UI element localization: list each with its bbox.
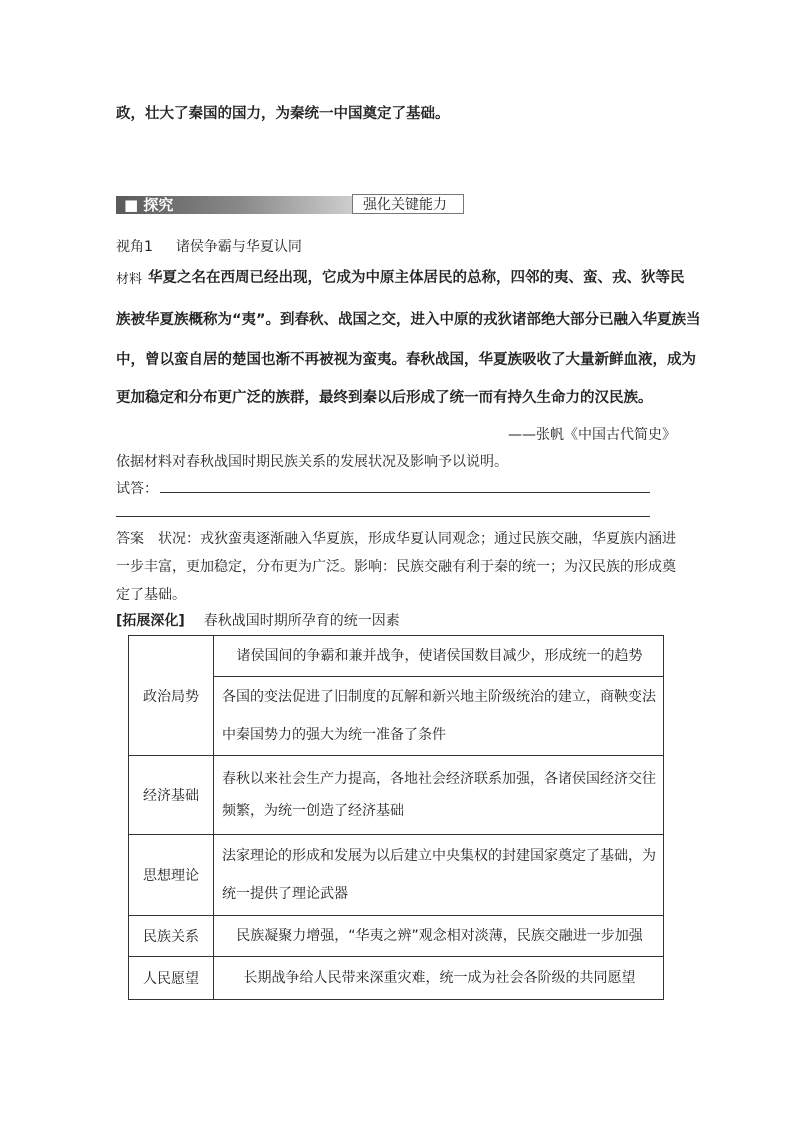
table-row bbox=[129, 916, 664, 957]
view-title: 诸侯争霸与华夏认同 bbox=[175, 239, 302, 255]
table-value-line: 统一提供了理论武器 bbox=[222, 886, 348, 902]
table-value-cell: 长期战争给人民带来深重灾难，统一成为社会各阶级的共同愿望 bbox=[214, 957, 664, 1000]
section-tag: ■ 探究 bbox=[124, 196, 174, 214]
table-row bbox=[129, 636, 664, 677]
material-source: ——张帆《中国古代简史》 bbox=[508, 427, 676, 443]
table-value-cell bbox=[214, 835, 664, 916]
material-line-4: 更加稳定和分布更广泛的族群，最终到秦以后形成了统一而有持久生命力的汉民族。 bbox=[116, 390, 653, 406]
table-key-cell: 经济基础 bbox=[129, 756, 214, 835]
view-heading bbox=[116, 236, 302, 256]
extension-heading bbox=[116, 610, 400, 630]
table-value-cell: 民族凝聚力增强，“华夷之辨”观念相对淡薄，民族交融进一步加强 bbox=[214, 916, 664, 957]
answer-line-2: 一步丰富，更加稳定，分布更为广泛。影响：民族交融有利于秦的统一；为汉民族的形成奠 bbox=[116, 559, 676, 575]
top-line: 政，壮大了秦国的国力，为秦统一中国奠定了基础。 bbox=[116, 106, 450, 122]
table-value-cell: 诸侯国间的争霸和兼并战争，使诸侯国数目减少，形成统一的趋势 bbox=[214, 636, 664, 677]
factors-table bbox=[128, 635, 664, 1000]
answer-prompt: 试答： bbox=[116, 481, 158, 497]
table-value-cell bbox=[214, 756, 664, 835]
table-row bbox=[129, 756, 664, 835]
table-value-line: 法家理论的形成和发展为以后建立中央集权的封建国家奠定了基础，为 bbox=[222, 848, 656, 864]
extension-label: [拓展深化] bbox=[116, 613, 185, 629]
table-row bbox=[129, 835, 664, 916]
view-label: 视角1 bbox=[116, 239, 153, 255]
section-header bbox=[116, 194, 447, 220]
table-value-line: 中秦国势力的强大为统一准备了条件 bbox=[222, 727, 446, 743]
table-value-line: 春秋以来社会生产力提高，各地社会经济联系加强，各诸侯国经济交往 bbox=[222, 771, 656, 787]
table-value-line: 各国的变法促进了旧制度的瓦解和新兴地主阶级统治的建立，商鞅变法 bbox=[222, 689, 656, 705]
table-value-line: 频繁，为统一创造了经济基础 bbox=[222, 803, 404, 819]
material-line-1: 华夏之名在西周已经出现，它成为中原主体居民的总称，四邻的夷、蛮、戎、狄等民 bbox=[148, 270, 685, 286]
table-key-cell: 思想理论 bbox=[129, 835, 214, 916]
table-key-cell: 民族关系 bbox=[129, 916, 214, 957]
section-box-label: 强化关键能力 bbox=[352, 194, 464, 214]
material-label: 材料 bbox=[116, 272, 143, 287]
table-row bbox=[129, 957, 664, 1000]
table-key-cell: 人民愿望 bbox=[129, 957, 214, 1000]
answer-label: 答案 bbox=[116, 531, 144, 547]
table-key-cell: 政治局势 bbox=[129, 636, 214, 756]
table-value-cell bbox=[214, 677, 664, 756]
material-line-2: 族被华夏族概称为“夷”。到春秋、战国之交，进入中原的戎狄诸部绝大部分已融入华夏族当 bbox=[116, 312, 701, 328]
answer-line-1: 状况：戎狄蛮夷逐渐融入华夏族，形成华夏认同观念；通过民族交融，华夏族内涵进 bbox=[158, 531, 676, 547]
answer-input-line-1[interactable] bbox=[160, 492, 650, 493]
material-line-3: 中，曾以蛮自居的楚国也渐不再被视为蛮夷。春秋战国，华夏族吸收了大量新鲜血液，成为 bbox=[116, 352, 696, 368]
answer-input-line-2[interactable] bbox=[116, 516, 650, 517]
question-text: 依据材料对春秋战国时期民族关系的发展状况及影响予以说明。 bbox=[116, 454, 508, 470]
answer-line-3: 定了基础。 bbox=[116, 587, 186, 603]
extension-title: 春秋战国时期所孕育的统一因素 bbox=[203, 613, 400, 629]
